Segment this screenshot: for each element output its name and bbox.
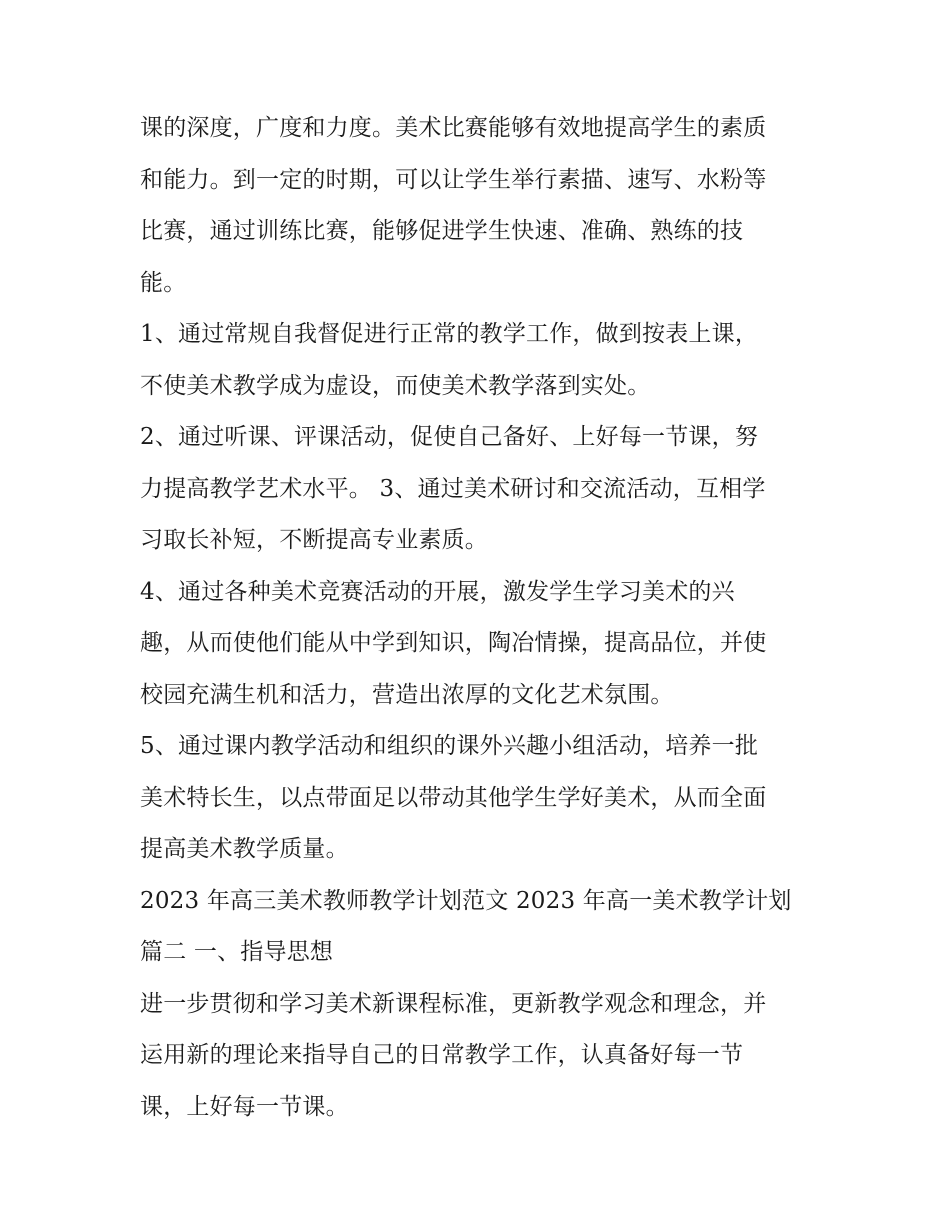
paragraph-item-1 bbox=[140, 309, 820, 412]
text-line: 比赛，通过训练比赛，能够促进学生快速、准确、熟练的技 bbox=[140, 218, 744, 244]
text-line: 4、通过各种美术竞赛活动的开展，激发学生学习美术的兴 bbox=[140, 578, 735, 605]
section-heading bbox=[140, 876, 820, 979]
text-line: 1、通过常规自我督促进行正常的教学工作，做到按表上课， bbox=[140, 321, 759, 347]
text-line: 不使美术教学成为虚设，而使美术教学落到实处。 bbox=[140, 372, 651, 399]
text-line: 习取长补短，不断提高专业素质。 bbox=[140, 527, 488, 553]
text-line: 校园充满生机和活力，营造出浓厚的文化艺术氛围。 bbox=[140, 681, 674, 708]
text-line: 5、通过课内教学活动和组织的课外兴趣小组活动，培养一批 bbox=[140, 733, 759, 759]
text-line: 进一步贯彻和学习美术新课程标准，更新教学观念和理念，并 bbox=[140, 990, 767, 1017]
paragraph-item-5 bbox=[140, 721, 820, 876]
text-line: 运用新的理论来指导自己的日常教学工作，认真备好每一节 bbox=[140, 1042, 744, 1068]
heading-line: 2023 年高三美术教师教学计划范文 2023 年高一美术教学计划 bbox=[140, 887, 792, 914]
heading-line: 篇二 一、指导思想 bbox=[140, 939, 334, 965]
text-line: 提高美术教学质量。 bbox=[140, 836, 349, 862]
text-line: 和能力。到一定的时期，可以让学生举行素描、速写、水粉等 bbox=[140, 166, 767, 193]
paragraph-item-4 bbox=[140, 567, 820, 722]
document-body bbox=[140, 103, 820, 1133]
text-line: 美术特长生，以点带面足以带动其他学生学好美术，从而全面 bbox=[140, 784, 767, 811]
text-line: 课，上好每一节课。 bbox=[140, 1093, 349, 1120]
text-line: 课的深度，广度和力度。美术比赛能够有效地提高学生的素质 bbox=[140, 115, 767, 141]
paragraph-guiding-ideology bbox=[140, 979, 820, 1134]
text-line: 力提高教学艺术水平。 3、通过美术研讨和交流活动，互相学 bbox=[140, 475, 766, 502]
text-line: 趣，从而使他们能从中学到知识，陶冶情操，提高品位，并使 bbox=[140, 630, 767, 656]
paragraph-art-competition bbox=[140, 103, 820, 309]
paragraph-item-2-3 bbox=[140, 412, 820, 567]
text-line: 能。 bbox=[140, 269, 187, 296]
text-line: 2、通过听课、评课活动，促使自己备好、上好每一节课，努 bbox=[140, 424, 759, 450]
